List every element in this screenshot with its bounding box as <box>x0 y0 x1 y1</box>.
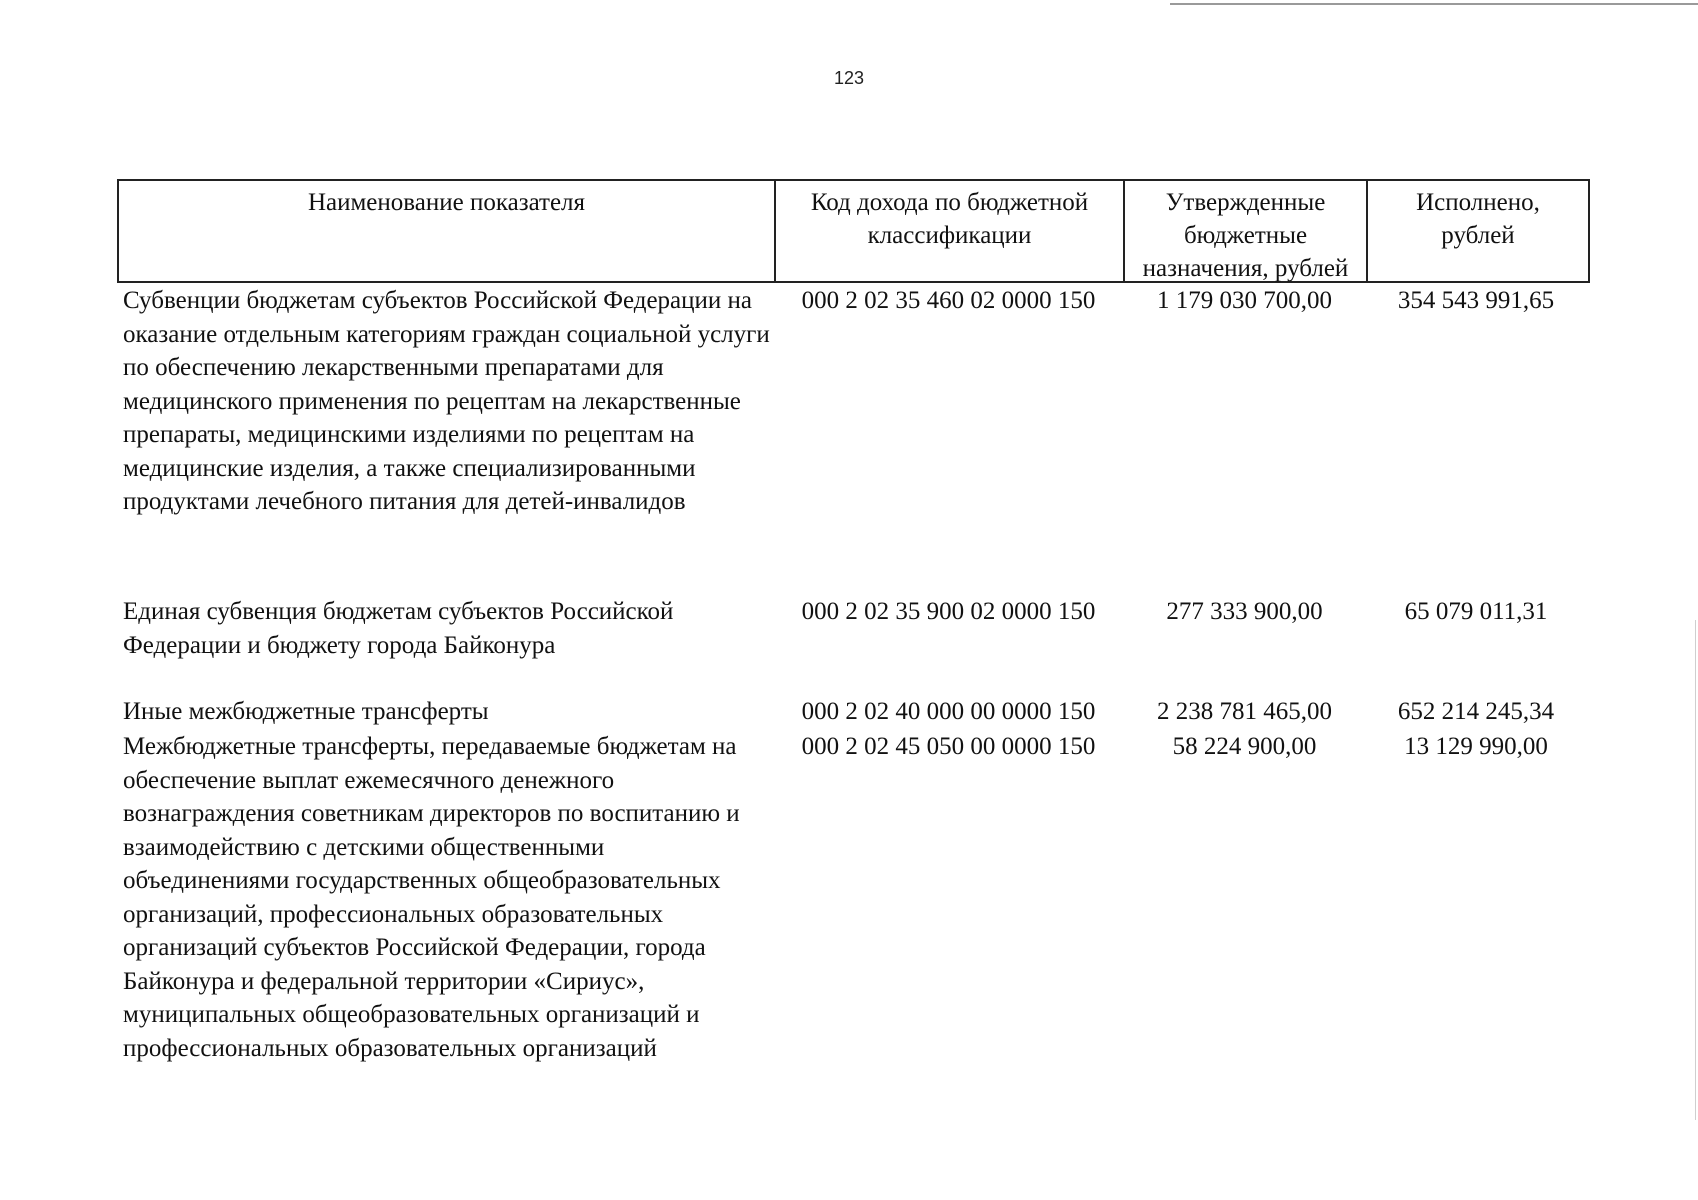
table-row <box>117 730 1590 1065</box>
row-executed: 65 079 011,31 <box>1404 598 1548 625</box>
page-number: 123 <box>833 68 865 88</box>
row-code: 000 2 02 35 460 02 0000 150 <box>801 287 1096 314</box>
header-code: Код дохода по бюджетной классификации <box>776 181 1125 281</box>
row-plan: 58 224 900,00 <box>1172 733 1317 760</box>
row-code: 000 2 02 45 050 00 0000 150 <box>801 733 1096 760</box>
row-name: Субвенции бюджетам субъектов Российской Федерации на оказание отдельным категориям граждан социальной услуги по обеспечению лекарственными препаратами для медицинского применения по рецептам на лекарственные препараты, медицинскими изделиями по рецептам на медицинские изделия, а также специализированными продуктами лечебного питания для детей-инвалидов <box>123 287 770 515</box>
row-plan: 1 179 030 700,00 <box>1157 287 1332 314</box>
table-row <box>117 595 1590 662</box>
row-plan: 2 238 781 465,00 <box>1157 698 1332 725</box>
row-plan: 277 333 900,00 <box>1166 598 1323 625</box>
header-executed: Исполнено, рублей <box>1416 189 1540 249</box>
header-plan: Утвержденные бюджетные назначения, рублей <box>1125 181 1368 281</box>
table-row <box>117 284 1590 519</box>
row-executed: 13 129 990,00 <box>1404 733 1548 760</box>
row-executed: 354 543 991,65 <box>1397 287 1555 314</box>
row-code: 000 2 02 40 000 00 0000 150 <box>801 698 1096 725</box>
row-name: Межбюджетные трансферты, передаваемые бюджетам на обеспечение выплат ежемесячного денежного вознаграждения советникам директоров по воспитанию и взаимодействию с детскими общественными объединениями государственных общеобразовательных организаций, профессиональных образовательных организаций субъектов Российской Федерации, города Байконура и федеральной территории «Сириус», муниципальных общеобразовательных организаций и профессиональных образовательных организаций <box>123 733 740 1062</box>
row-name: Иные межбюджетные трансферты <box>123 698 489 725</box>
table-row <box>117 695 1590 729</box>
header-name: Наименование показателя <box>119 181 776 281</box>
table-header <box>117 179 1590 283</box>
row-name: Единая субвенция бюджетам субъектов Российской Федерации и бюджету города Байконура <box>123 598 674 659</box>
row-executed: 652 214 245,34 <box>1397 698 1555 725</box>
scan-top-rule <box>1170 3 1698 5</box>
row-code: 000 2 02 35 900 02 0000 150 <box>801 598 1096 625</box>
scan-edge-line <box>1695 620 1696 1120</box>
